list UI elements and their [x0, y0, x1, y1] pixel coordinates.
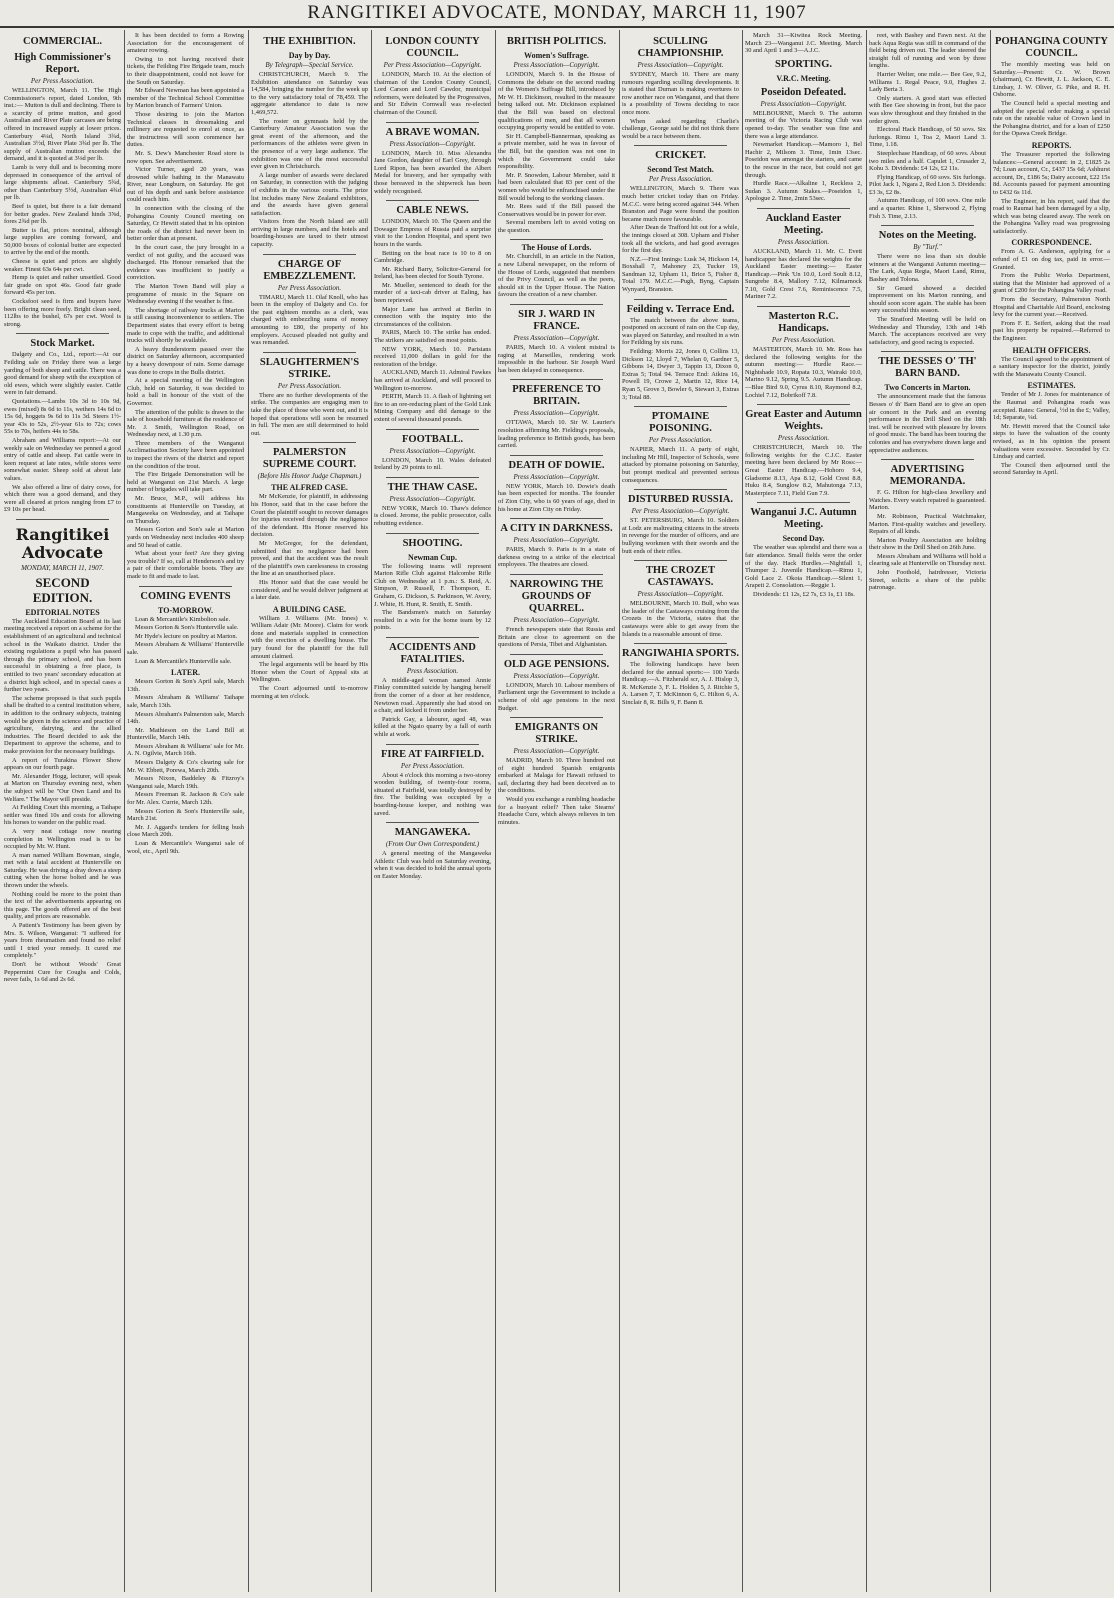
- article-heading: SPORTING.: [774, 58, 833, 70]
- dateline: (From Our Own Correspondent.): [385, 840, 480, 849]
- column-divider: [386, 822, 479, 823]
- column-rule: [866, 30, 867, 1592]
- column-rule: [124, 30, 125, 1592]
- paragraph: MELBOURNE, March 10. Bull, who was the leader of the Castaways cruising from the Crozets in the Victoria, states that the castaways were able to get away from the Islands in a reasonable amount of time.: [622, 600, 739, 638]
- column-divider: [634, 643, 727, 644]
- article-heading: THE CROZET CASTAWAYS.: [645, 565, 716, 589]
- dateline: Press Association—Copyright.: [513, 747, 600, 756]
- paragraph: The Council then adjourned until the second Saturday in April.: [993, 461, 1110, 477]
- paragraph: The match between the above teams, postponed on account of rain on the Cup day, was played on Saturday, and resulted in a win for Feilding by six runs.: [622, 316, 739, 347]
- paragraph: After Dean de Trafford hit out for a while, the innings closed at 308. Upham and Fisher took all the wickets, and had good averages for the first day.: [622, 224, 739, 255]
- paragraph: MASTERTON, March 10. Mr. Ross has declared the following weights for the autumn meeting:— Hurdle Race.—Nightshade 10.9, Ropata 10.3, Wairaki 10.0, Marino 9.12, Spring 9.5. Autumn Handicap.—Blue Bird 9.0, Cyrus 8.10, Raymond 8.2, Lochiel 7.12, Bobrikoff 7.8.: [745, 346, 862, 399]
- article-heading: Wanganui J.C. Autumn Meeting.: [750, 507, 857, 531]
- paragraph: WELLINGTON, March 9. There was much better cricket today than on Friday. M.C.C. were being scored against 344. When Branston and Page were found the position became much more favourable.: [622, 185, 739, 223]
- paragraph: Dalgety and Co., Ltd., report:—At our Feilding sale on Friday there was a large yarding of both sheep and cattle. There was a good demand for sheep with the exception of old ewes, which were slightly easier. Cattle were in fair demand.: [4, 351, 121, 397]
- paragraph: A heavy thunderstorm passed over the district on Saturday afternoon, accompanied by a heavy downpour of rain. Some damage was done to crops in the Bulls district.: [127, 345, 244, 376]
- paragraph: The Engineer, in his report, said that the road to Raumai had been damaged by a slip, which was being cleared away. The work on the Pohangina Valley road was progressing satisfactorily.: [993, 197, 1110, 235]
- paragraph: The roster on gymnasts held by the Canterbury Amateur Association was the great event of the afternoon, and the performances of the athletes were given in the presence of a very large audience. The exhibition was one of the most successful ever given in Christchurch.: [251, 117, 368, 171]
- column-divider: [510, 304, 603, 305]
- subheading: Second Day.: [782, 534, 825, 544]
- article-heading: Poseidon Defeated.: [760, 86, 847, 98]
- subheading: TO-MORROW.: [158, 605, 213, 615]
- subheading: EDITORIAL NOTES: [25, 607, 100, 617]
- paragraph: Messrs Gorton & Son's Hunterville sale.: [135, 624, 239, 632]
- paragraph: Sir H. Campbell-Bannerman, speaking as a private member, said he was in favour of the Bill, but the question was not one in which the Government could take responsibility.: [498, 132, 615, 171]
- paragraph: It has been decided to form a Rowing Association for the encouragement of amateur rowing.: [127, 32, 244, 55]
- paragraph: MELBOURNE, March 9. The autumn meeting of the Victoria Racing Club was opened to-day. The weather was fine and there was a large attendance.: [745, 109, 862, 140]
- paragraph: Mr. Alexander Hogg, lecturer, will speak at Marton on Thursday evening next, when the subject will be "Our Own Land and Its Welfare." The Mayor will preside.: [4, 772, 121, 803]
- column-divider: [510, 574, 603, 575]
- column-divider: [510, 239, 603, 240]
- article-heading: ADVERTISING MEMORANDA.: [889, 464, 966, 488]
- paragraph: John Foothold, hairdresser, Victoria Street, solicits a share of the public patronage.: [869, 569, 986, 592]
- paragraph: Mr McGregor, for the defendant, submitted that no negligence had been proved, and that the accident was the result of the plaintiff's own carelessness in crossing the line at an unauthorised place.: [251, 539, 368, 578]
- paragraph: NEW YORK, March 10. Parisians received 11,000 dollars in gold for the restoration of the bridge.: [374, 345, 491, 368]
- column-rule: [742, 30, 743, 1592]
- column-divider: [263, 254, 356, 255]
- paragraph: Mr Edward Newman has been appointed a member of the Technical School Committee by Marton branch of Farmers' Union.: [127, 87, 244, 110]
- paragraph: From the Public Works Department, stating that the Minister had approved of a grant of £200 for the Pohangina Valley road.: [993, 272, 1110, 295]
- column-divider: [386, 429, 479, 430]
- dateline: Press Association—Copyright.: [760, 99, 847, 108]
- subheading: ESTIMATES.: [1027, 381, 1076, 391]
- subheading: HEALTH OFFICERS.: [1012, 345, 1091, 355]
- column-divider: [757, 306, 850, 307]
- article-heading: LONDON COUNTY COUNCIL.: [385, 36, 480, 59]
- paragraph: March 31—Kiwitea Rock Meeting. March 23—Wanganui J.C. Meeting. March 30 and April 1 and 3—A.J.C.: [745, 32, 862, 55]
- article-heading: High Commissioner's Report.: [14, 52, 111, 75]
- paragraph: The Court adjourned until to-morrow morning at ten o'clock.: [251, 685, 368, 700]
- paragraph: Messrs Gorton & Son's Hunterville sale, March 21st.: [127, 807, 244, 823]
- paragraph: PARIS, March 10. The strike has ended. The strikers are satisfied on most points.: [374, 329, 491, 345]
- paragraph: Loan & Mercantile's Hunterville sale.: [135, 657, 232, 665]
- paragraph: Visitors from the North Island are still arriving in large numbers, and the hotels and boarding-houses are taxed to their utmost capacity.: [251, 218, 368, 249]
- paragraph: Butter is flat, prices nominal, although large supplies are coming forward, and 50,000 boxes of colonial butter are expected to arrive by the end of the month.: [4, 226, 121, 257]
- paragraph: PARIS, March 10. A violent mistral is raging at Marseilles, rendering work impossible in the harbour. Sir Joseph Ward has been delayed in consequence.: [498, 344, 615, 374]
- paragraph: LONDON, March 10. Labour members of Parliament urge the Government to include a scheme of old age pensions in the next Budget.: [498, 681, 615, 712]
- column-divider: [139, 586, 232, 587]
- paragraph: At a special meeting of the Wellington Club, held on Saturday, it was decided to hold a ball in honour of the visit of the Governor.: [127, 377, 244, 407]
- paragraph: The Council agreed to the appointment of a sanitary inspector for the district, jointly with the Manawatu County Council.: [993, 355, 1110, 378]
- article-heading: PTOMAINE POISONING.: [649, 411, 712, 435]
- paragraph: The Marton Town Band will play a programme of music in the Square on Wednesday evening if the weather is fine.: [127, 283, 244, 306]
- paragraph: Loan & Mercantile's Wanganui sale of wool, etc., April 9th.: [127, 840, 244, 855]
- column-rule: [619, 30, 620, 1592]
- paragraph: LONDON, March 10. At the election of chairman of the London County Council, Lord Carson and Lord Cawdor, municipal reformers, were defeated by the Progressives, and Sir Edwin Cornwall was re-elected chairman of the Council.: [374, 71, 491, 116]
- paragraph: The weather was splendid and there was a fair attendance. Small fields were the order of the day. Hack Hurdles.—Nightfall 1, Thumper 2. Juvenile Handicap.—Rimu 1, Gold Lace 2. Okoia Handicap.—Silent 1, Arapeti 2. Consolation.—Reggie 1.: [745, 544, 862, 590]
- subheading: The House of Lords.: [521, 243, 592, 253]
- paragraph: AUCKLAND, March 11. Admiral Fawkes has arrived at Auckland, and will proceed to Wellington to-morrow.: [374, 369, 491, 392]
- column-divider: [386, 744, 479, 745]
- paragraph: PARIS, March 9. Paris is in a state of darkness owing to a strike of the electrical employees. The theatres are closed.: [498, 546, 615, 569]
- dateline: Press Association—Copyright.: [389, 446, 476, 455]
- dateline: By "Turf.": [913, 243, 942, 252]
- article-heading: Stock Market.: [30, 338, 95, 350]
- paragraph: LONDON, March 9. In the House of Commons the debate on the second reading of the Women's Suffrage Bill, introduced by Mr W. H. Dickinson, resulted in the measure being talked out. Mr. Dickinson explained that the Bill was based on electoral qualifications of men, and that all women occupying property would be entitled to vote.: [498, 71, 615, 132]
- paragraph: The following handicaps have been declared for the annual sports:— 100 Yards Handicap.—A. Fitzherald scr, A. J. Hislop 3, R. McKenzie 3, F. L. Holden 5, J. Ritchie 5, A. Larsen 7, T. McKinnon 6, C. Hilton 6, A. Sinclair 8, R. Bills 9, F. Bann 8.: [622, 661, 739, 707]
- article-heading: NARROWING THE GROUNDS OF QUARREL.: [509, 578, 604, 614]
- paragraph: LONDON, March 10. Wales defeated Ireland by 29 points to nil.: [374, 456, 491, 472]
- paragraph: Flying Handicap, of 60 sovs. Six furlongs. Pilot Jack 1, Ngara 2, Red Lion 3. Dividends: £3 3s, £2 8s.: [869, 173, 986, 196]
- paragraph: William J. Williams (Mr. Innes) v. William Adair (Mr. Moore). Claim for work done and materials supplied in connection with the erection of a dwelling house. The jury found for the plaintiff for the full amount claimed.: [251, 614, 368, 660]
- article-heading: SIR J. WARD IN FRANCE.: [518, 309, 595, 333]
- paragraph: A man named William Bowman, single, met with a fatal accident at Hunterville on Saturday. He was driving a dray down a steep cutting when the horse bolted and he was thrown under the wheels.: [4, 851, 121, 890]
- paragraph: Mr. Hewitt moved that the Council take steps to have the valuation of the county revised, as in his opinion the present valuations were excessive. Seconded by Cr. Lindsay and carried.: [993, 422, 1110, 461]
- dateline: Press Association.: [777, 434, 830, 443]
- column-divider: [757, 404, 850, 405]
- column-divider: [386, 533, 479, 534]
- column-divider: [634, 406, 727, 407]
- column-5: [498, 32, 615, 1588]
- column-divider: [510, 379, 603, 380]
- paragraph: A very neat cottage now nearing completion in Wellington road is to be occupied by Mr. W. Hunt.: [4, 827, 121, 851]
- paragraph: A Patient's Testimony has been given by Mrs. S. Wilson, Wanganui: "I suffered for years from rheumatism and found no relief until I tried your remedy. It cured me completely.": [4, 922, 121, 960]
- dateline: Per Press Association—Copyright.: [631, 507, 730, 516]
- paragraph: Newmarket Handicap.—Mamoro 1, Bel Hachir 2, Milsom 3. Time, 1min 13sec. Poseidon was amongst the starters, and came to the rescue in the race, but could not get through.: [745, 141, 862, 179]
- subheading: Second Test Match.: [647, 165, 714, 175]
- paragraph: Sir Gerard showed a decided improvement on his Marton running, and should soon score again. The stable has been very successful this season.: [869, 284, 986, 315]
- paragraph: Autumn Handicap, of 100 sovs. One mile and a quarter. Rhine 1, Sherwood 2, Flying Fish 3. Time, 2.13.: [869, 197, 986, 220]
- dateline: Press Association—Copyright.: [513, 671, 600, 680]
- paragraph: A middle-aged woman named Annie Finlay committed suicide by hanging herself from the corner of a door at her residence, Newtown road. Apparently she had stood on a chair, and kicked it from under her.: [374, 676, 491, 715]
- paragraph: There were no less than six double winners at the Wanganui Autumn meeting—The Lark, Aqua Regia, Maori Land, Rimu, Bashey and Tolona.: [869, 253, 986, 284]
- edition-label: SECOND EDITION.: [32, 574, 93, 605]
- article-heading: BRITISH POLITICS.: [506, 36, 607, 47]
- column-8: [869, 32, 986, 1588]
- paragraph: From A. G. Anderson, applying for a refund of £1 on dog tax, paid in error.—Granted.: [993, 248, 1110, 271]
- paragraph: TIMARU, March 11. Olaf Knoll, who has been in the employ of Dalgety and Co. for the past eighteen months as a clerk, was charged with embezzling sums of money amounting to £80, the property of his employers. Accused pleaded not guilty and was remanded.: [251, 293, 368, 347]
- column-divider: [757, 208, 850, 209]
- article-heading: FIRE AT FAIRFIELD.: [381, 748, 484, 760]
- article-heading: THE EXHIBITION.: [263, 36, 356, 47]
- dateline: (Before His Honor Judge Chapman.): [257, 472, 362, 481]
- article-heading: DEATH OF DOWIE.: [508, 459, 605, 471]
- paragraph: Nothing could be more to the point than the text of the advertisements appearing on this page. The goods offered are of the best quality, and prices are reasonable.: [4, 890, 121, 921]
- dateline: Per Press Association—Copyright.: [383, 61, 482, 69]
- subheading: LATER.: [171, 668, 200, 678]
- paragraph: Feilding: Morris 22, Jones 0, Collins 13, Dickson 12, Lloyd 7, Whelan 0, Gardner 5, Gibbons 14, Dwyer 3, Tappin 13, Dixon 0, Extras 5; Total 94. Terrace End: Atkins 16, Powell 19, Crowe 2, Martin 12, Rice 14, Ryan 5, Grove 3, Bowler 6, Stewart 3, Extras 3; Total 88.: [622, 348, 739, 401]
- dateline: Press Association—Copyright.: [637, 61, 724, 69]
- paragraph: Patrick Gay, a labourer, aged 48, was killed at the Ngaio quarry by a fall of earth while at work.: [374, 715, 491, 739]
- paragraph: Messrs Gorton and Son's sale at Marton yards on Wednesday next includes 400 sheep and 50 head of cattle.: [127, 526, 244, 549]
- paragraph: Messrs Dalgety & Co's clearing sale for Mr. W. Ebbett, Porewa, March 20th.: [127, 759, 244, 774]
- paragraph: There are no further developments of the strike. The companies are engaging men to take the place of those who went out, and it is hoped that operations will soon be resumed in full. The men are still determined to hold out.: [251, 391, 368, 437]
- dateline: Per Press Association.: [30, 77, 95, 85]
- column-divider: [757, 502, 850, 503]
- paragraph: Mr. P. Snowden, Labour Member, said it had been calculated that 83 per cent of the women who would be enfranchised under the Bill would belong to the working classes.: [498, 171, 615, 202]
- newspaper-nameplate: Rangitikei Advocate: [15, 524, 110, 562]
- paragraph: In connection with the closing of the Pohangina County Council meeting on Saturday, Cr Hewitt stated that in his opinion the roads of the district had never been in better order than at present.: [127, 205, 244, 243]
- column-7: [745, 32, 862, 1588]
- subheading: THE ALFRED CASE.: [271, 483, 348, 493]
- article-heading: SCULLING CHAMPIONSHIP.: [637, 36, 724, 59]
- paragraph: The Fire Brigade Demonstration will be held at Wanganui on 21st March. A large number of brigades will take part.: [127, 471, 244, 494]
- paragraph: Mr. Bruce, M.P., will address his constituents at Hunterville on Tuesday, at Mangaweka on Wednesday, and at Taihape on Thursday.: [127, 495, 244, 525]
- dateline: Press Association—Copyright.: [513, 409, 600, 418]
- paragraph: Loan & Mercantile's Kimbolton sale.: [135, 615, 231, 623]
- dateline: Per Press Association.: [277, 283, 342, 292]
- paragraph: The Auckland Education Board at its last meeting received a report on a scheme for the establishment of an agricultural and technical school in the Waikato district. Under the existing regulations a pupil who has passed through the primary school, and has been successful in obtaining a free place, is entitled to two years' secondary education at a district high school, and in special cases a further two years.: [4, 617, 121, 694]
- dateline: Per Press Association.: [648, 436, 713, 445]
- paragraph: N.Z.—First Innings: Lusk 34, Hickson 14, Boxshall 7, Mahoney 23, Tucker 19, Sandman 12, Upham 11, Brice 5, Fisher 8, Total 179. M.C.C.—Pugh, Byng, Captain Wynyard, Branston.: [622, 255, 739, 294]
- column-divider: [386, 200, 479, 201]
- paragraph: WELLINGTON, March 11. The High Commissioner's report, dated London, 9th inst.:— Mutton is dull and declining. There is a scarcity of prime mutton, and good Australian and River Plate carcases are being offered in increased supply at lower prices. Canterbury 4¼d, North Island 3¾d, Australian 3½d, River Plate 3¾d per lb. The supply of Australian mutton exceeds the demand, and it is quoted at 3⅛d per lb.: [4, 87, 121, 163]
- paragraph: Quotations.—Lambs 10s 3d to 10s 9d, ewes (mixed) 8s 6d to 11s, wethers 14s 6d to 15s 6d, hoggets 9s 6d to 11s 3d. Steers 1½-year 43s to 52s, 2½-year 61s to 72s; cows 55s to 70s, heifers 44s to 58s.: [4, 397, 121, 436]
- paragraph: The following teams will represent Marton Rifle Club against Halcombe Rifle Club on Wednesday at 1 p.m.: S. Reid, A. Simpson, P. Russell, F. Thompson, E. Graham, G. Dickson, S. Parkinson, W. Avery, J. White, H. Hunt, R. Smith, E. Smith.: [374, 562, 491, 608]
- article-heading: OLD AGE PENSIONS.: [503, 658, 610, 670]
- paragraph: AUCKLAND, March 11. Mr. C. Evett handicapper has declared the weights for the Auckland Easter meeting:— Easter Handicap.—Pink 'Un 10.0, Lord Soult 8.12, Sungrebe 8.4, Mallory 7.12, Kilmarnock 7.10, Gold Crest 7.6, Reminiscence 7.5, Mariner 7.2.: [745, 247, 862, 301]
- paragraph: Only starters. A good start was effected with Bee Gee showing in front, but the pace was slow throughout and they finished in the order given.: [869, 94, 986, 125]
- article-heading: DISTURBED RUSSIA.: [627, 494, 734, 506]
- paragraph: Messrs Abraham and Williams will hold a clearing sale at Hunterville on Thursday next.: [869, 552, 986, 568]
- paragraph: Mr. Churchill, in an article in the Nation, a new Liberal newspaper, on the reform of the House of Lords, suggested that members of the Privy Council, as well as the peers, should sit in the Upper House. The Nation favours the creation of a new chamber.: [498, 253, 615, 299]
- paragraph: Marton Poultry Association are holding their show in the Drill Shed on 26th June.: [869, 536, 986, 552]
- column-6: [622, 32, 739, 1588]
- paragraph: MADRID, March 10. Three hundred out of eight hundred Spanish emigrants embarked at Malaga for Hawaii refused to sail, declaring they had been deceived as to the conditions.: [498, 757, 615, 795]
- paragraph: The Stratford Meeting will be held on Wednesday and Thursday, 13th and 14th March. The acceptances received are very satisfactory, and good racing is expected.: [869, 316, 986, 346]
- paragraph: Messrs Nixon, Baddeley & Fitzroy's Wanganui sale, March 19th.: [127, 775, 244, 790]
- paragraph: Three members of the Wanganui Acclimatisation Society have been appointed to inspect the rivers of the district and report on the condition of the trout.: [127, 439, 244, 470]
- article-heading: CHARGE OF EMBEZZLEMENT.: [263, 258, 356, 282]
- subheading: V.R.C. Meeting.: [776, 73, 831, 83]
- paragraph: LONDON, March 10. Miss Alexandra Jane Gordon, daughter of Earl Grey, through Lord Ripon, has been awarded the Albert Medal for bravery, and her sympathy with those bereaved in the shipwreck has been widely recognised.: [374, 149, 491, 195]
- dateline: Press Association.: [777, 237, 830, 246]
- column-3: [251, 32, 368, 1588]
- paragraph: NAPIER, March 11. A party of eight, including Mr Hill, Inspector of Schools, were attacked by ptomaine poisoning on Saturday, but prompt medical aid prevented serious consequences.: [622, 446, 739, 484]
- paragraph: SYDNEY, March 10. There are many rumours regarding sculling developments. It is stated that Durnan is making overtures to row another race on Wanganui, and that there is a possibility of Towns deciding to race once more.: [622, 71, 739, 116]
- paragraph: LONDON, March 10. The Queen and the Dowager Empress of Russia paid a surprise visit to the London Hospital, and spent two hours in the wards.: [374, 218, 491, 248]
- paragraph: When asked regarding Charlie's challenge, George said he did not think there would be a race between them.: [622, 117, 739, 140]
- article-heading: Great Easter and Autumn Weights.: [745, 409, 862, 433]
- paragraph: We also offered a line of dairy cows, for which there was a good demand, and they were all cleared at prices ranging from £7 to £9 10s per head.: [4, 483, 121, 514]
- column-divider: [386, 477, 479, 478]
- paragraph: Abraham and Williams report:—At our weekly sale on Wednesday we penned a good entry of cattle and sheep. Fat cattle were in keen request at late rates, while stores were somewhat easier. Sheep sold at about late values.: [4, 436, 121, 482]
- column-divider: [634, 560, 727, 561]
- article-heading: EMIGRANTS ON STRIKE.: [514, 722, 599, 746]
- paragraph: NEW YORK, March 10. Thaw's defence is closed. Jerome, the public prosecutor, calls rebutting evidence.: [374, 504, 491, 527]
- article-heading: Masterton R.C. Handicaps.: [768, 311, 839, 335]
- paragraph: Several members left to avoid voting on the question.: [498, 219, 615, 234]
- paragraph: What about your feet? Are they giving you trouble? If so, call at Henderson's and try a pair of their comfortable boots. They are made to fit and made to last.: [127, 550, 244, 580]
- subheading: Newman Cup.: [408, 552, 457, 562]
- paragraph: reet, with Bashey and Fawn next. At the back Aqua Regia was still in command of the field being driven out. The leader steered the straight full of running and won by three lengths.: [869, 32, 986, 70]
- column-divider: [263, 442, 356, 443]
- article-heading: MANGAWEKA.: [394, 827, 471, 839]
- paragraph: Mr. Mathieson on the Land Bill at Hunterville, March 14th.: [127, 726, 244, 742]
- paragraph: About 4 o'clock this morning a two-storey wooden building, of twenty-four rooms, situated at Fairfield, was totally destroyed by fire. The building was occupied by a boarding-house keeper, and nothing was saved.: [374, 771, 491, 817]
- paragraph: Messrs Abraham & Williams' Hunterville sale.: [127, 641, 244, 656]
- dateline: Press Association.: [406, 666, 459, 675]
- column-rule: [990, 30, 991, 1592]
- column-divider: [263, 352, 356, 353]
- article-heading: ACCIDENTS AND FATALITIES.: [389, 641, 476, 665]
- dateline: MONDAY, MARCH 11, 1907.: [21, 563, 104, 572]
- paragraph: The shortage of railway trucks at Marton is still causing inconvenience to settlers. The Department states that every effort is being made to cope with the traffic, and additional trucks will shortly be available.: [127, 306, 244, 345]
- paragraph: A report of Turakina Flower Show appears on our fourth page.: [4, 756, 121, 772]
- article-heading: Notes on the Meeting.: [878, 230, 977, 242]
- paragraph: CHRISTCHURCH, March 10. The following weights for the C.J.C. Easter meeting have been declared by Mr Ross:— Great Easter Handicap.—Hohoro 9.4, Gladsome 8.13, Apa 8.12, Gold Crest 8.8, Huku 8.4, Sunglow 8.2, Mahutonga 7.13, Masterpiece 7.11, Field Gun 7.9.: [745, 444, 862, 497]
- paragraph: The announcement made that the famous Besses o' th' Barn Band are to give an open air concert in the Park and an evening performance in the Drill Shed on the 18th inst. will be received with pleasure by lovers of good music. The band has been touring the colonies and has everywhere drawn large and appreciative audiences.: [869, 393, 986, 454]
- column-divider: [510, 654, 603, 655]
- paragraph: The Treasurer reported the following balances:—General account: in 2, £1825 2s 7d; Loan account, Cr., £437 15s 6d; Ashhurst account, Dr., £186 5s; Dairy account, £22 15s 8d. Accounts passed for payment amounting to £432 6s 11d.: [993, 150, 1110, 196]
- paragraph: ST. PETERSBURG, March 10. Soldiers at Lodz are maltreating citizens in the streets in revenge for the murder of officers, and are bullying workmen with their swords and the butt ends of their rifles.: [622, 517, 739, 555]
- paragraph: Cocksfoot seed is firm and buyers have been offering more freely. Bright clean seed, 112lbs to the bushel, 67s per cwt. Wool is strong.: [4, 298, 121, 328]
- paragraph: Messrs Freeman R. Jackson & Co's sale for Mr. Alex. Currie, March 12th.: [127, 791, 244, 807]
- paragraph: Don't be without Woods' Great Peppermint Cure for Coughs and Colds, never fails, 1s 6d and 2s 6d.: [4, 961, 121, 984]
- column-9: [993, 32, 1110, 1588]
- column-divider: [510, 717, 603, 718]
- paragraph: The Bandsmen's match on Saturday resulted in a win for the home team by 12 points.: [374, 609, 491, 632]
- paragraph: CHRISTCHURCH, March 9. The Exhibition attendance on Saturday was 14,584, bringing the number for the week up to the very satisfactory total of 78,459. The aggregate attendance to date is now 1,469,572.: [251, 71, 368, 116]
- column-rule: [248, 30, 249, 1592]
- column-divider: [510, 518, 603, 519]
- dateline: Press Association—Copyright.: [513, 536, 600, 545]
- paragraph: The monthly meeting was held on Saturday.—Present: Cr. W. Brown (chairman), Cr. Hewitt, J. L. Jackson, C. E. Lindsay, J. W. Oliver, G. Pike, and R. H. Osborne.: [993, 61, 1110, 99]
- column-divider: [881, 225, 974, 226]
- paragraph: The scheme proposed is that such pupils shall be drafted to a central institution where, in addition to the ordinary subjects, training would be given in the science and practice of agriculture, dairying, and the allied industries. The Board decided to ask the Department to approve the scheme, and to make provision for the necessary buildings.: [4, 694, 121, 755]
- article-heading: COMMERCIAL.: [22, 36, 103, 47]
- paragraph: Would you exchange a rumbling headache for a buoyant relief? Then take Stearns' Headache Cure, which always relieves in ten minutes.: [498, 796, 615, 826]
- column-divider: [634, 299, 727, 300]
- paragraph: French newspapers state that Russia and Britain are close to agreement on the questions of Persia, Tibet and Afghanistan.: [498, 625, 615, 649]
- paragraph: NEW YORK, March 10. Dowie's death has been expected for months. The founder of Zion City, who is 60 years of age, died in his home at Zion City on Friday.: [498, 482, 615, 513]
- paragraph: From F. E. Seifert, asking that the road past his property be repaired.—Referred to the Engineer.: [993, 319, 1110, 342]
- paragraph: The attention of the public is drawn to the sale of household furniture at the residence of Mr. J. Smith, Wellington Road, on Wednesday next, at 1.30 p.m.: [127, 408, 244, 439]
- paragraph: Tender of Mr J. Jones for maintenance of the Raumai and Pohangina roads was accepted. Rates: General, ½d in the £; Valley, 1d; Separate, ¼d.: [993, 391, 1110, 422]
- column-1: [4, 32, 121, 1588]
- article-heading: SLAUGHTERMEN'S STRIKE.: [259, 356, 360, 380]
- paragraph: Betting on the boat race is 10 to 8 on Cambridge.: [374, 249, 491, 265]
- article-heading: Auckland Easter Meeting.: [765, 212, 842, 236]
- paragraph: Dividends: £1 12s, £2 7s, £3 1s, £1 18s.: [753, 590, 855, 598]
- paragraph: The legal arguments will be heard by His Honor when the Court of Appeal sits at Wellington.: [251, 661, 368, 684]
- article-heading: A BRAVE WOMAN.: [385, 126, 480, 138]
- paragraph: Messrs Gorton & Son's April sale, March 13th.: [127, 678, 244, 693]
- paragraph: Major Lane has arrived at Berlin in connection with the inquiry into the circumstances of the collision.: [374, 305, 491, 328]
- dateline: Press Association—Copyright.: [513, 615, 600, 624]
- column-rule: [371, 30, 372, 1592]
- subheading: Women's Suffrage.: [524, 51, 589, 60]
- paragraph: Harrier Welter, one mile.— Bee Gee, 9.2, Williams 1. Regal Peace, 9.0, Hughes 2. Lady Berta 3.: [869, 70, 986, 94]
- article-heading: COMING EVENTS: [140, 590, 231, 602]
- paragraph: Hurdle Race.—Alkaline 1, Reckless 2, Sudan 3. Autumn Stakes.—Poseidon 1, Apologue 2. Time, 2min 53sec.: [745, 180, 862, 203]
- dateline: Press Association—Copyright.: [513, 334, 600, 343]
- column-divider: [16, 519, 109, 520]
- column-divider: [881, 459, 974, 460]
- paragraph: Lamb is very dull and is becoming more depressed in consequence of the arrival of large shipments afloat. Canterbury 5¾d, other than Canterbury 5½d, Australian 4¾d per lb.: [4, 163, 121, 202]
- paragraph: F. G. Hilton for high-class Jewellery and Watches. Every watch repaired is guaranteed. Marton.: [869, 489, 986, 512]
- paragraph: Mr. Mueller, sentenced to death for the murder of a taxi-cab driver at Ealing, has been reprieved.: [374, 281, 491, 305]
- paragraph: Messrs Abraham's Palmerston sale, March 14th.: [127, 710, 244, 726]
- paragraph: Mr McKenzie, for plaintiff, in addressing his Honor, said that in the case before the Court the plaintiff sought to recover damages for injuries received through the negligence of the defendant. His Honor reserved his decision.: [251, 493, 368, 539]
- paragraph: Messrs Abraham & Williams' sale for Mr. A. N. Ogilvie, March 16th.: [127, 742, 244, 758]
- paragraph: In the court case, the jury brought in a verdict of not guilty, and the accused was discharged. His Honour remarked that the evidence was insufficient to justify a conviction.: [127, 244, 244, 282]
- paragraph: Electoral Hack Handicap, of 50 sovs. Six furlongs. Rimu 1, Toa 2, Maori Land 3. Time, 1.18.: [869, 126, 986, 149]
- column-rule: [495, 30, 496, 1592]
- paragraph: Those desiring to join the Marton Technical classes in dressmaking and millinery are requested to enrol at once, as the instructress will soon commence her duties.: [127, 110, 244, 149]
- column-divider: [510, 455, 603, 456]
- paragraph: Beef is quiet, but there is a fair demand for better grades. New Zealand hinds 3⅝d, fores 2¾d per lb.: [4, 202, 121, 226]
- column-divider: [16, 333, 109, 334]
- article-heading: THE DESSES O' TH' BARN BAND.: [878, 356, 977, 380]
- article-heading: Feilding v. Terrace End.: [626, 303, 735, 315]
- paragraph: Cheese is quiet and prices are slightly weaker. Finest 63s 64s per cwt.: [4, 258, 121, 273]
- subheading: REPORTS.: [1031, 140, 1072, 150]
- paragraph: At Feilding Court this morning, a Taihape settler was fined 10s and costs for allowing his horses to wander on the public road.: [4, 804, 121, 827]
- paragraph: OTTAWA, March 10. Sir W. Laurier's resolution affirming Mr. Fielding's proposals, leading preference to British goods, has been carried.: [498, 419, 615, 450]
- paragraph: Hemp is quiet and rather unsettled. Good fair grade on spot 46s. Good fair grade forward 45s per ton.: [4, 274, 121, 297]
- paragraph: Mr. Richard Barry, Solicitor-General for Ireland, has been elected for South Tyrone.: [374, 265, 491, 281]
- article-heading: FOOTBALL.: [402, 433, 463, 445]
- paragraph: The Council held a special meeting and adopted the special order making a special rate on the rateable value of Crown land in the Pohangina district, and for a loan of £250 for the Opawa Creek Bridge.: [993, 99, 1110, 138]
- column-divider: [386, 122, 479, 123]
- dateline: Press Association—Copyright.: [513, 61, 600, 69]
- dateline: Per Press Association.: [648, 175, 713, 184]
- paragraph: Mr. J. Aggard's tenders for felling bush close March 20th.: [127, 823, 244, 839]
- article-heading: SHOOTING.: [402, 537, 463, 549]
- column-2: [127, 32, 244, 1588]
- paragraph: Victor Turner, aged 20 years, was drowned while bathing in the Manawatu River, near Longburn, on Saturday. He got out of his depth and sank before assistance could reach him.: [127, 166, 244, 204]
- dateline: Press Association—Copyright.: [389, 494, 476, 503]
- paragraph: A large number of awards were declared on Saturday, in connection with the judging of exhibits in the various courts. The prize list includes many New Zealand exhibitors, and the awards have given general satisfaction.: [251, 171, 368, 217]
- article-heading: CABLE NEWS.: [396, 205, 469, 217]
- paragraph: His Honor said that the case would be considered, and he would deliver judgment at a later date.: [251, 578, 368, 602]
- article-heading: PALMERSTON SUPREME COURT.: [262, 447, 357, 471]
- paragraph: Steeplechase Handicap, of 60 sovs. About two miles and a half. Capulet 1, Crusader 2, Kohu 3. Dividends: £4 12s, £2 11s.: [869, 149, 986, 173]
- column-divider: [634, 145, 727, 146]
- paragraph: PERTH, March 11. A flash of lightning set fire to an ore-reducing plant of the Gold Link Mining Company and did damage to the extent of several thousand pounds.: [374, 393, 491, 423]
- subheading: Day by Day.: [288, 51, 331, 60]
- dateline: Press Association—Copyright.: [513, 472, 600, 481]
- article-heading: THE THAW CASE.: [387, 481, 478, 493]
- paragraph: Owing to not having received their tickets, the Feilding Fire Brigade team, much to their disappointment, could not leave for the South on Saturday.: [127, 55, 244, 86]
- subheading: A BUILDING CASE.: [272, 604, 347, 614]
- paragraph: From the Secretary, Palmerston North Hospital and Charitable Aid Board, enclosing levy for the current year.—Received.: [993, 296, 1110, 319]
- paragraph: Mr. Robinson, Practical Watchmaker, Marton. First-quality watches and jewellery. Repairs of all kinds.: [869, 512, 986, 536]
- masthead: RANGITIKEI ADVOCATE, MONDAY, MARCH 11, 1907: [0, 0, 1114, 28]
- paragraph: Mr Hyde's lecture on poultry at Marton.: [135, 632, 238, 640]
- column-4: [374, 32, 491, 1588]
- paragraph: A general meeting of the Mangaweka Athletic Club was held on Saturday evening, when it was decided to hold the annual sports on Easter Monday.: [374, 850, 491, 880]
- dateline: Press Association—Copyright.: [637, 590, 724, 599]
- dateline: Per Press Association.: [771, 336, 836, 345]
- paragraph: Messrs Abraham & Williams' Taihape sale, March 13th.: [127, 694, 244, 709]
- article-heading: PREFERENCE TO BRITAIN.: [512, 384, 601, 408]
- paragraph: Mr. Rees said if the Bill passed the Conservatives would be in power for ever.: [498, 203, 615, 218]
- dateline: Press Association—Copyright.: [389, 139, 476, 148]
- dateline: Per Press Association.: [277, 381, 342, 390]
- subheading: CORRESPONDENCE.: [1011, 238, 1092, 248]
- article-heading: POHANGINA COUNTY COUNCIL.: [995, 36, 1108, 59]
- subheading: Two Concerts in Marton.: [884, 383, 971, 393]
- column-divider: [881, 351, 974, 352]
- column-divider: [386, 637, 479, 638]
- article-heading: RANGIWAHIA SPORTS.: [622, 648, 739, 660]
- column-divider: [634, 489, 727, 490]
- dateline: Per Press Association.: [400, 761, 465, 770]
- article-heading: A CITY IN DARKNESS.: [500, 523, 613, 535]
- article-heading: CRICKET.: [655, 150, 706, 162]
- dateline: By Telegraph—Special Service.: [265, 61, 354, 69]
- paragraph: Mr. S. Dew's Manchester Road store is now open. See advertisement.: [127, 149, 244, 165]
